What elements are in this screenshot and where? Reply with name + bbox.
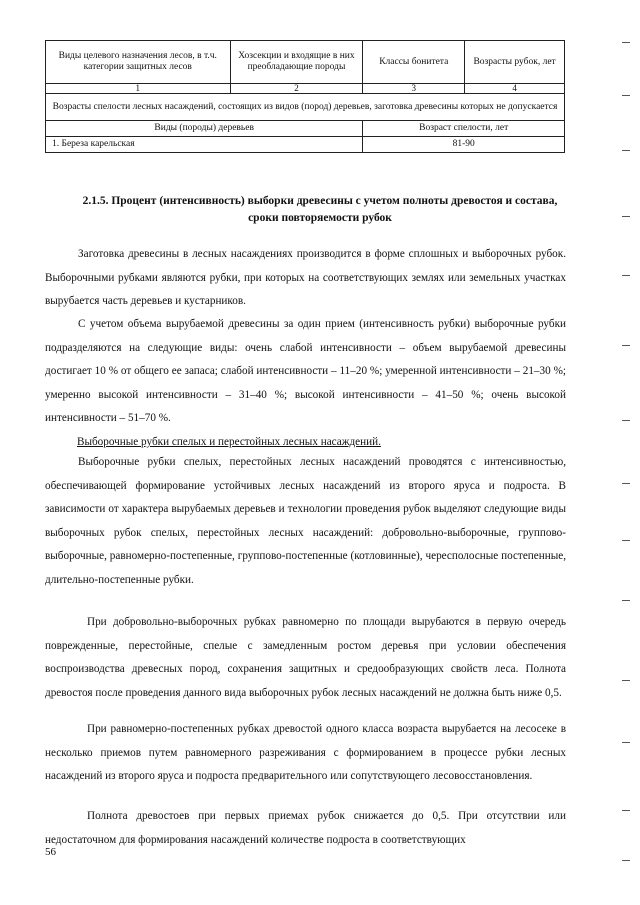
table-header-cell: Классы бонитета xyxy=(363,41,465,84)
edge-mark xyxy=(622,860,630,861)
edge-mark xyxy=(622,42,630,43)
edge-mark xyxy=(622,680,630,681)
edge-mark xyxy=(622,810,630,811)
paragraph: При добровольно-выборочных рубках равномерно по площади вырубаются в первую очередь поврежденные, перестойные, спелые с замедленным ростом деревья при условии обеспечения воспроизводства древесных пород, сохранения защитных и средообразующих свойств леса. Полнота древостоя после проведения данного вида выборочных рубок лесных насаждений не должна быть ниже 0,5. xyxy=(45,616,566,699)
table-header-row xyxy=(46,41,565,84)
edge-mark xyxy=(622,742,630,743)
paragraph: Полнота древостоев при первых приемах рубок снижается до 0,5. При отсутствии или недостаточном для формирования насаждений количестве подроста в соответствующих xyxy=(45,810,566,846)
table-span-row xyxy=(46,94,565,121)
column-number: 2 xyxy=(230,84,363,94)
paragraph: Заготовка древесины в лесных насаждениях производится в форме сплошных и выборочных рубок. Выборочными рубками являются рубки, при которых на соответствующих землях или земельных участках вырубается часть деревьев и кустарников. xyxy=(45,248,566,308)
column-number: 3 xyxy=(363,84,465,94)
paragraph: С учетом объема вырубаемой древесины за один прием (интенсивность рубки) выборочные рубки подразделяются на следующие виды: очень слабой интенсивности – объем вырубаемой древесины достигает 10 % от общего ее запаса; слабой интенсивности – 11–20 %; умеренной интенсивности – 21–30 %; умеренно высокой интенсивности – 31–40 %; высокой интенсивности – 41–50 %; очень высокой интенсивности – 51–70 %. xyxy=(45,318,566,425)
species-cell: 1. Береза карельская xyxy=(46,137,363,153)
paragraph: Выборочные рубки спелых, перестойных лесных насаждений проводятся с интенсивностью, обеспечивающей формирование устойчивых лесных насаждений из второго яруса и подроста. В зависимости от характера вырубаемых деревьев и технологии проведения рубок выделяют следующие виды выборочных рубок спелых, перестойных лесных насаждений: добровольно-выборочные, группово-выборочные, равномерно-постепенные, группово-постепенные (котловинные), чересполосные постепенные, длительно-постепенные рубки. xyxy=(45,456,566,586)
table-row xyxy=(46,137,565,153)
section-heading: 2.1.5. Процент (интенсивность) выборки древесины с учетом полноты древостоя и состава, сроки повторяемости рубок xyxy=(82,195,558,224)
table-subheader-cell: Возраст спелости, лет xyxy=(363,121,565,137)
edge-mark xyxy=(622,95,630,96)
edge-mark xyxy=(622,420,630,421)
edge-mark xyxy=(622,600,630,601)
edge-mark xyxy=(622,483,630,484)
table-header-cell: Возрасты рубок, лет xyxy=(465,41,565,84)
edge-mark xyxy=(622,345,630,346)
edge-mark xyxy=(622,216,630,217)
column-number: 1 xyxy=(46,84,231,94)
paragraph: При равномерно-постепенных рубках древостой одного класса возраста вырубается на лесосеке в несколько приемов путем равномерного разреживания с формированием в процессе рубки лесных насаждений из второго яруса и подроста предварительного или сопутствующего лесовосстановления. xyxy=(45,723,566,783)
table-span-cell: Возрасты спелости лесных насаждений, состоящих из видов (пород) деревьев, заготовка древесины которых не допускается xyxy=(46,94,565,121)
column-number: 4 xyxy=(465,84,565,94)
subheading: Выборочные рубки спелых и перестойных лесных насаждений. xyxy=(77,436,381,448)
edge-mark xyxy=(622,540,630,541)
edge-mark xyxy=(622,275,630,276)
cutting-age-table xyxy=(45,40,565,153)
table-header-cell: Хозсекции и входящие в них преобладающие породы xyxy=(230,41,363,84)
edge-mark xyxy=(622,150,630,151)
maturity-age-cell: 81-90 xyxy=(363,137,565,153)
table-number-row xyxy=(46,84,565,94)
table-subheader-cell: Виды (породы) деревьев xyxy=(46,121,363,137)
table-header-cell: Виды целевого назначения лесов, в т.ч. категории защитных лесов xyxy=(46,41,231,84)
page-number: 56 xyxy=(45,846,56,858)
table-subheader-row xyxy=(46,121,565,137)
